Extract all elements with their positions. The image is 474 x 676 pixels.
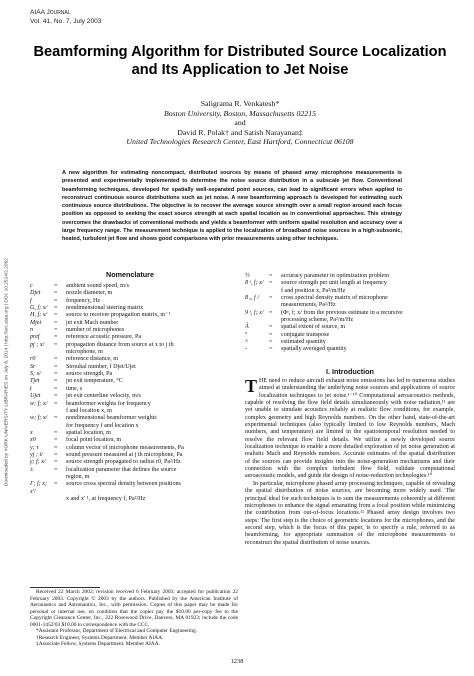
- nomenclature-entry: [30, 474, 240, 481]
- introduction-paragraph-1: [245, 378, 455, 481]
- nomenclature-equals: =: [269, 339, 273, 346]
- nomenclature-entry: [30, 378, 240, 385]
- nomenclature-equals: =: [54, 319, 58, 326]
- nomenclature-definition: accuracy parameter in optimization problem: [281, 273, 389, 279]
- nomenclature-definition: source strength per unit length at frequency: [281, 280, 387, 287]
- nomenclature-entry: [30, 386, 240, 393]
- first-affiliation: Boston University, Boston, Massachusetts 02215: [163, 108, 317, 118]
- drop-cap: T: [245, 376, 258, 396]
- nomenclature-equals: =: [54, 459, 58, 466]
- nomenclature-entry: [30, 290, 240, 297]
- nomenclature-symbol: Ujet: [30, 393, 41, 400]
- nomenclature-equals: =: [54, 451, 58, 458]
- nomenclature-definition: reference distance, m: [66, 356, 118, 363]
- nomenclature-entry: [30, 320, 240, 327]
- journal-header: [30, 9, 101, 26]
- nomenclature-definition: spatial location, m: [66, 429, 111, 436]
- nomenclature-definition: jet exit Mach number: [66, 319, 119, 326]
- nomenclature-definition: jet exit centerline velocity, m/s: [66, 393, 141, 400]
- author-conjunction: and: [234, 118, 246, 128]
- nomenclature-symbol: Mjet: [30, 319, 42, 326]
- nomenclature-equals: =: [54, 444, 58, 451]
- nomenclature-equals: =: [54, 334, 58, 341]
- nomenclature-entry: [30, 349, 240, 356]
- nomenclature-equals: =: [54, 297, 58, 304]
- nomenclature-equals: =: [269, 295, 273, 302]
- nomenclature-entry: [30, 481, 240, 496]
- footnote-received: Received 22 March 2002; revision received 6 February 2003; accepted for publication 22 February 2003. Copyright © 2003 by the authors. Published by the American Institute of Aeronautics and Astronautics, Inc., with permission. Copies of this paper may be made for personal or internal use, on condition that the copier pay the $10.00 per-copy fee to the Copyright Clearance Center, Inc., 222 Rosewood Drive, Danvers, MA 01923; include the code 0001-1452/03 $10.00 in correspondence with the CCC.: [30, 589, 238, 628]
- nomenclature-equals: [54, 408, 66, 415]
- nomenclature-equals: =: [269, 280, 273, 287]
- nomenclature-definition: number of microphones: [66, 327, 125, 334]
- nomenclature-definition: nondimensional steering matrix: [66, 305, 144, 312]
- nomenclature-equals: =: [54, 312, 58, 319]
- footnote-author-3: ‡Associate Fellow, Systems Department. Member AIAA.: [36, 641, 160, 648]
- nomenclature-definition: spatial extent of source, m: [281, 324, 346, 331]
- introduction-heading: I. Introduction: [326, 367, 374, 376]
- footnotes: [30, 589, 238, 648]
- nomenclature-definition: propagation distance from source at x to j th: [66, 341, 174, 348]
- nomenclature-definition: focal point location, m: [66, 437, 122, 444]
- nomenclature-symbol: Â: [245, 324, 249, 331]
- nomenclature-definition: time, s: [66, 385, 83, 392]
- nomenclature-entry: [245, 288, 455, 295]
- nomenclature-symbol: x0: [30, 437, 36, 444]
- nomenclature-definition: cross spectral density matrix of microphone: [281, 295, 388, 302]
- nomenclature-equals: [54, 349, 66, 356]
- nomenclature-symbol: [245, 288, 269, 295]
- nomenclature-symbol: [245, 302, 269, 309]
- nomenclature-symbol: Djet: [30, 290, 41, 297]
- nomenclature-definition: x and x′ ¹, at frequency f, Pa²/Hz: [66, 495, 146, 502]
- second-affiliation: United Technologies Research Center, East Hartford, Connecticut 06108: [126, 137, 354, 147]
- nomenclature-definition: source strength, Pa: [66, 371, 113, 378]
- nomenclature-definition: estimated quantity: [281, 339, 326, 346]
- nomenclature-entry: [245, 346, 455, 353]
- nomenclature-symbol: 9 ˢ, f; x/: [245, 309, 264, 316]
- nomenclature-definition: region, m: [66, 473, 90, 480]
- nomenclature-equals: =: [269, 309, 273, 316]
- nomenclature-symbol: f: [30, 297, 32, 304]
- nomenclature-equals: =: [269, 273, 273, 279]
- nomenclature-entry: [30, 356, 240, 363]
- nomenclature-definition: Strouhal number, f Djet/Ujet: [66, 363, 136, 370]
- nomenclature-entry: [30, 334, 240, 341]
- nomenclature-symbol: w; f; x/: [30, 400, 48, 407]
- nomenclature-entry: [30, 459, 240, 466]
- nomenclature-symbol: S; x/: [30, 371, 41, 378]
- nomenclature-symbol: yj ; t/: [30, 451, 43, 458]
- nomenclature-symbol: pj ; x/: [30, 341, 45, 348]
- paper-title-line-2: and Its Application to Jet Noise: [131, 62, 349, 78]
- nomenclature-equals: =: [54, 371, 58, 378]
- nomenclature-entry: [30, 364, 240, 371]
- nomenclature-definition: beamformer weights for frequency: [66, 400, 151, 407]
- nomenclature-equals: [269, 317, 281, 324]
- nomenclature-equals: =: [54, 400, 58, 407]
- nomenclature-symbol: [30, 496, 54, 503]
- nomenclature-heading: Nomenclature: [106, 270, 154, 279]
- nomenclature-entry: [30, 496, 240, 503]
- nomenclature-definition: sound pressure measured at j th microphone, Pa: [66, 451, 183, 458]
- nomenclature-equals: [54, 496, 66, 503]
- nomenclature-equals: [54, 474, 66, 481]
- nomenclature-definition: for frequency f and location x: [66, 422, 139, 429]
- nomenclature-right-list: [245, 273, 455, 354]
- nomenclature-equals: =: [54, 378, 58, 385]
- nomenclature-left-list: [30, 283, 240, 503]
- nomenclature-equals: [269, 302, 281, 309]
- nomenclature-definition: (Φˢ, f; x/ from the previous estimate in a recursive: [281, 309, 403, 316]
- nomenclature-definition: localization parameter that defines the source: [66, 466, 177, 473]
- nomenclature-equals: =: [54, 305, 58, 312]
- nomenclature-definition: nondimensional beamformer weights: [66, 415, 157, 422]
- nomenclature-definition: source strength propagated to radius r0, Pa²/Hz: [66, 459, 181, 466]
- nomenclature-symbol: w; f; x/: [30, 415, 48, 422]
- nomenclature-symbol: 8 ᵧ, f /: [245, 295, 259, 302]
- nomenclature-entry: [30, 298, 240, 305]
- nomenclature-equals: =: [54, 393, 58, 400]
- nomenclature-equals: =: [54, 466, 58, 473]
- nomenclature-equals: =: [54, 283, 58, 289]
- nomenclature-symbol: ±: [30, 466, 34, 473]
- nomenclature-entry: [30, 393, 240, 400]
- nomenclature-entry: [245, 339, 455, 346]
- nomenclature-entry: [30, 467, 240, 474]
- nomenclature-definition: processing scheme, Pa²/m/Hz: [281, 317, 354, 324]
- abstract: A new algorithm for estimating noncompact, distributed sources by means of phased array microphone measurements is presented and experimentally implemented to determine the noise source distribution in a subscale jet flow. Conventional beamforming techniques, developed for spatially well-separated point sources, can lead to significant errors when applied to reconstruct continuous source distributions such as jet noise. A new beamforming approach is developed for estimating such continuous source distributions. The objective is to recover the average source strength over a small region around each focus position as opposed to seeking the exact source strength at each spatial location as in conventional approaches. This strategy overcomes the drawbacks of conventional methods and yields a beamformer with uniform spatial resolution and accuracy over a large frequency range. The measurement technique is applied to the localization of broadband noise sources in a high-subsonic, heated, turbulent jet flow and shows good comparisons with prior measurements using other techniques.: [62, 170, 402, 243]
- nomenclature-equals: =: [269, 331, 273, 338]
- nomenclature-symbol: ^: [245, 339, 248, 346]
- nomenclature-symbol: ½: [245, 273, 250, 279]
- nomenclature-symbol: Γ; f; x; x′/: [30, 481, 47, 495]
- footnote-author-2: †Research Engineer, Systems Department. Member AIAA.: [36, 634, 164, 641]
- nomenclature-entry: [245, 302, 455, 309]
- nomenclature-entry: [245, 280, 455, 287]
- nomenclature-equals: =: [54, 363, 58, 370]
- paper-title-line-1: Beamforming Algorithm for Distributed Source Localization: [33, 44, 447, 60]
- nomenclature-symbol: pref: [30, 334, 40, 341]
- nomenclature-equals: =: [54, 481, 58, 488]
- nomenclature-symbol: G, f; x/: [30, 305, 48, 312]
- nomenclature-entry: [30, 401, 240, 408]
- download-watermark-text: Downloaded by YORK UNIVERSITY LIBRARIES on July 8, 2014 | http://arc.aiaa.org | DOI: 10.2514/2.2092: [4, 258, 10, 486]
- nomenclature-definition: measurements, Pa²/Hz: [281, 302, 336, 309]
- nomenclature-definition: frequency, Hz: [66, 297, 101, 304]
- nomenclature-definition: column vector of microphone measurements, Pa: [66, 444, 184, 451]
- nomenclature-symbol: n: [30, 327, 34, 334]
- nomenclature-equals: =: [269, 324, 273, 331]
- journal-name: AIAA Journal: [30, 9, 71, 16]
- paper-title: [30, 43, 450, 79]
- nomenclature-symbol: H, f; x/: [30, 312, 48, 319]
- nomenclature-definition: f and position x, Pa²/m/Hz: [281, 287, 346, 294]
- nomenclature-definition: conjugate transpose: [281, 331, 330, 338]
- nomenclature-definition: source cross spectral density between positions: [66, 481, 181, 488]
- nomenclature-definition: source to receiver propagation matrix, m⁻¹: [66, 312, 171, 319]
- nomenclature-equals: [269, 288, 281, 295]
- nomenclature-definition: nozzle diameter, m: [66, 290, 113, 297]
- footnote-author-1: *Assistant Professor, Department of Electrical and Computer Engineering.: [36, 628, 198, 635]
- nomenclature-entry: [245, 332, 455, 339]
- nomenclature-definition: reference acoustic pressure, Pa: [66, 334, 142, 341]
- nomenclature-symbol: Tjet: [30, 378, 40, 385]
- nomenclature-definition: microphone, m: [66, 349, 103, 356]
- nomenclature-equals: =: [54, 356, 58, 363]
- nomenclature-entry: [30, 342, 240, 349]
- nomenclature-equals: =: [54, 437, 58, 444]
- nomenclature-equals: =: [54, 341, 58, 348]
- nomenclature-entry: [245, 295, 455, 302]
- introduction-body: [245, 378, 455, 547]
- nomenclature-entry: [30, 312, 240, 319]
- nomenclature-symbol: º: [245, 331, 247, 338]
- first-author: Saligrama R. Venkatesh*: [200, 99, 280, 108]
- nomenclature-equals: =: [269, 346, 273, 353]
- nomenclature-symbol: c: [30, 283, 33, 289]
- introduction-paragraph-1-text: HE need to reduce aircraft exhaust noise emissions has led to numerous studies aimed at understanding the underlying noise sources and applications of source localization techniques to jet noise.¹⁻¹⁰ Computational aeroacoustics methods, capable of resolving the flow field details simultaneously with noise radiation,¹¹ are yet unable to simulate acoustics reliably at realistic flow conditions, for example, complex geometry and high Reynolds numbers. On the other hand, state-of-the-art experimental techniques (also typically limited to low Reynolds numbers, Mach numbers, and temperature) are limited in the spatiotemporal resolution needed to resolve the relevant flow field details. We utilize a newly developed source localization technique to enable a more detailed exploration of jet noise generation at realistic Mach and Reynolds numbers. Accurate estimates of the spatial distribution of the sources can provide insights into the noise-generation mechanisms and their connection with the complex turbulent flow field, validate computational aeroacoustic models, and guide the design of noise-reduction technologies.¹⁰: [245, 378, 455, 480]
- nomenclature-symbol: [30, 423, 54, 430]
- nomenclature-entry: [245, 310, 455, 317]
- nomenclature-equals: =: [54, 429, 58, 436]
- nomenclature-symbol: -: [245, 346, 248, 353]
- nomenclature-symbol: [30, 349, 54, 356]
- page-number: 1238: [230, 658, 244, 665]
- nomenclature-definition: spatially averaged quantity: [281, 346, 347, 353]
- nomenclature-entry: [245, 324, 455, 331]
- nomenclature-symbol: Sr: [30, 363, 36, 370]
- nomenclature-definition: f and location x, m: [66, 407, 112, 414]
- nomenclature-equals: [54, 423, 66, 430]
- nomenclature-entry: [30, 283, 240, 290]
- journal-volume: Vol. 41, No. 7, July 2003: [30, 17, 102, 25]
- nomenclature-definition: ambient sound speed, m/s: [66, 283, 129, 289]
- nomenclature-entry: [30, 423, 240, 430]
- author-block: [30, 99, 450, 147]
- nomenclature-entry: [30, 437, 240, 444]
- nomenclature-equals: =: [54, 385, 58, 392]
- nomenclature-definition: jet exit temperature, °C: [66, 378, 123, 385]
- second-authors: David R. Polak† and Satish Narayanan‡: [177, 127, 303, 137]
- nomenclature-symbol: y; τ: [30, 444, 39, 451]
- nomenclature-entry: [30, 371, 240, 378]
- nomenclature-equals: =: [54, 290, 58, 297]
- nomenclature-entry: [30, 415, 240, 422]
- download-watermark: [1, 162, 13, 582]
- footnote-rule: [30, 587, 100, 588]
- nomenclature-symbol: 8 ˢ, f; x/: [245, 280, 264, 287]
- nomenclature-equals: =: [54, 415, 58, 422]
- nomenclature-equals: =: [54, 327, 58, 334]
- nomenclature-symbol: r0: [30, 356, 36, 363]
- introduction-paragraph-2: In particular, microphone phased array processing techniques, capable of revealing the spatial distribution of noise sources, are becoming more widely used. The principal ideal for such techniques is to sum the measurements coherently at different microphones to enhance the signal emanating from a focal position while minimizing the contribution from out-of-focus locations.¹² Phased array design involves two steps: The first step is the choice of geometric locations for the microphones, and the second step, which is the focus of this paper, is to specify a rule, referred to as beamforming, for appropriate summation of the microphone measurements to reconstruct the spatial distribution of noise sources.: [245, 480, 455, 546]
- nomenclature-entry: [30, 430, 240, 437]
- nomenclature-entry: [30, 445, 240, 452]
- nomenclature-symbol: x: [30, 429, 33, 436]
- nomenclature-entry: [245, 317, 455, 324]
- nomenclature-symbol: γ; f; x/: [30, 459, 46, 466]
- nomenclature-symbol: t: [30, 385, 32, 392]
